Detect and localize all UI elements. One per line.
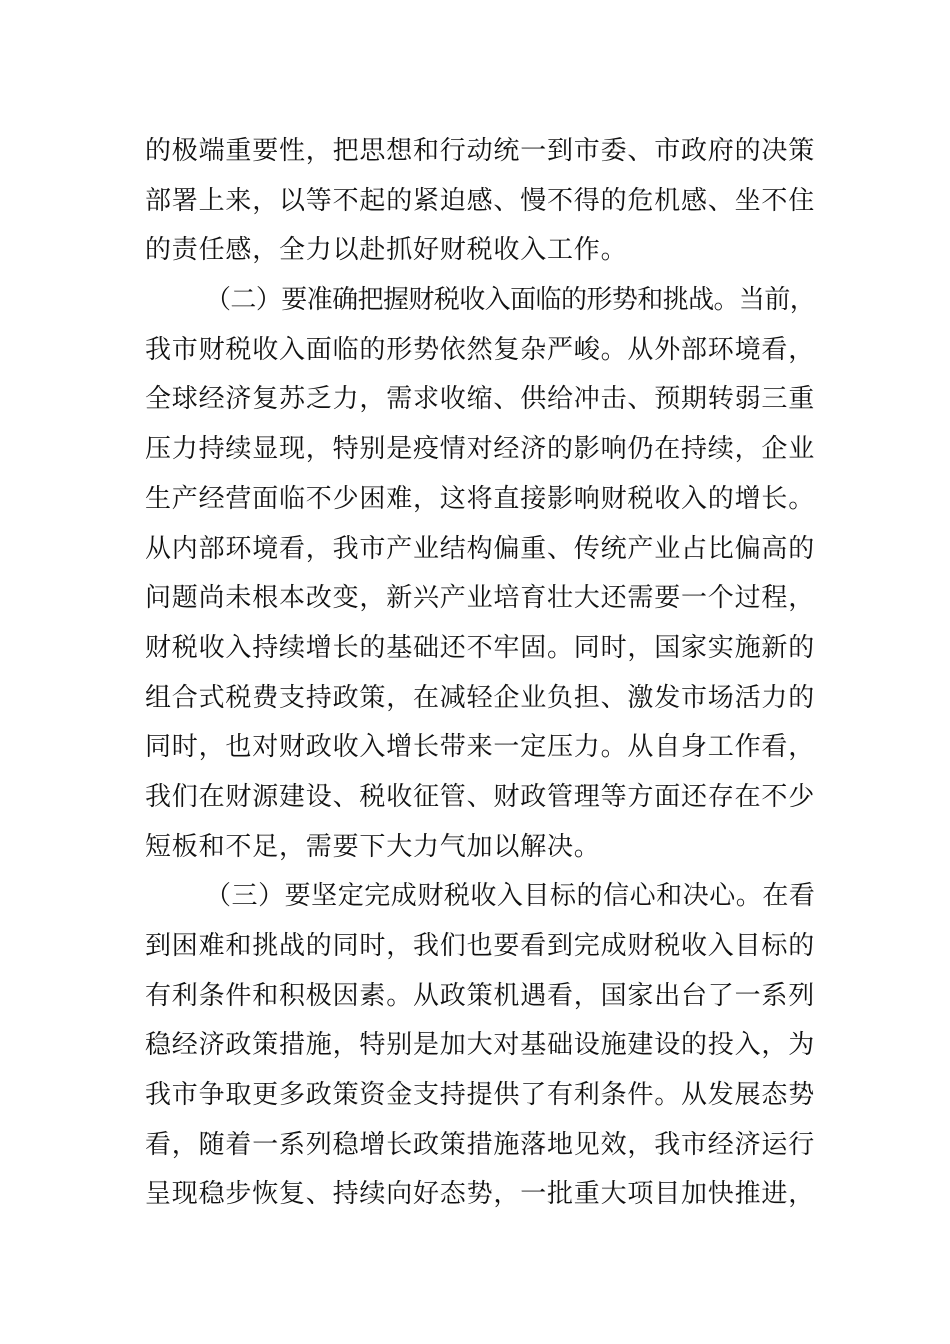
text-line: 财税收入持续增长的基础还不牢固。同时，国家实施新的 [145,632,816,663]
paragraph-first-line: （三）要坚定完成财税收入目标的信心和决心。在看 [205,881,816,912]
text-line: 组合式税费支持政策，在减轻企业负担、激发市场活力的 [145,682,816,713]
text-line: 短板和不足，需要下大力气加以解决。 [145,831,601,862]
text-line: 部署上来，以等不起的紧迫感、慢不得的危机感、坐不住 [145,185,816,216]
text-line: 的责任感，全力以赴抓好财税收入工作。 [145,235,628,266]
text-line: 从内部环境看，我市产业结构偏重、传统产业占比偏高的 [145,533,816,564]
text-line: 问题尚未根本改变，新兴产业培育壮大还需要一个过程， [145,583,816,614]
text-line: 到困难和挑战的同时，我们也要看到完成财税收入目标的 [145,931,816,961]
text-line: 同时，也对财政收入增长带来一定压力。从自身工作看， [145,732,816,763]
body-text [145,127,815,1220]
text-line: 我市争取更多政策资金支持提供了有利条件。从发展态势 [145,1080,816,1111]
text-line: 全球经济复苏乏力，需求收缩、供给冲击、预期转弱三重 [145,384,816,415]
text-line: 的极端重要性，把思想和行动统一到市委、市政府的决策 [145,136,816,166]
text-line: 有利条件和积极因素。从政策机遇看，国家出台了一系列 [145,980,816,1011]
text-line: 压力持续显现，特别是疫情对经济的影响仍在持续，企业 [145,434,816,465]
text-line: 稳经济政策措施，特别是加大对基础设施建设的投入，为 [145,1030,816,1061]
text-line: 我们在财源建设、税收征管、财政管理等方面还存在不少 [145,781,816,812]
text-line: 呈现稳步恢复、持续向好态势，一批重大项目加快推进， [145,1179,816,1210]
text-line: 我市财税收入面临的形势依然复杂严峻。从外部环境看， [145,334,816,365]
text-line: 生产经营面临不少困难，这将直接影响财税收入的增长。 [145,483,816,514]
text-line: 看，随着一系列稳增长政策措施落地见效，我市经济运行 [145,1129,816,1160]
paragraph-first-line: （二）要准确把握财税收入面临的形势和挑战。当前， [205,285,816,316]
